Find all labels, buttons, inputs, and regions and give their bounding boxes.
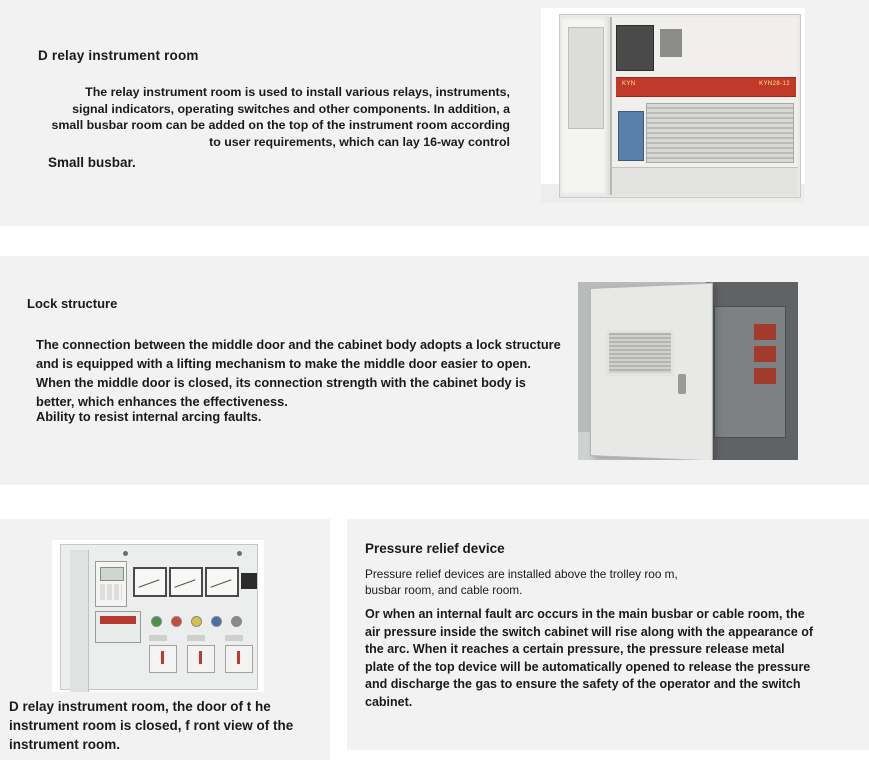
red-component-2 — [754, 346, 776, 362]
signal-indicator-row — [149, 613, 257, 629]
red-component-3 — [754, 368, 776, 384]
operating-switch-1 — [149, 645, 177, 673]
lock-structure-subtitle: Ability to resist internal arcing faults. — [36, 409, 262, 424]
indicator-lamp-green — [151, 616, 162, 627]
indicator-lamp-blue — [211, 616, 222, 627]
relay-room-title: D relay instrument room — [38, 48, 199, 63]
relay-keypad — [100, 584, 122, 600]
secondary-relay-box — [95, 611, 141, 643]
lock-structure-title: Lock structure — [27, 296, 118, 311]
ammeter-1 — [133, 567, 167, 597]
ventilation-grille — [646, 103, 794, 163]
cabinet-open-door — [562, 17, 612, 195]
indicator-lamp-grey — [231, 616, 242, 627]
pressure-relief-paragraph-2: Or when an internal fault arc occurs in the main busbar or cable room, the air pressure inside the switch cabinet will rise along with the appearance of the arc. When it reaches a certain pressure, the pressure release metal plate of the top device will be automatically opened to release the pressure and discharge the gas to ensure the safety of the operator and the switch cabinet. — [365, 607, 814, 709]
cabinet-nameplate-banner — [616, 77, 796, 97]
black-instrument — [241, 573, 257, 589]
lock-structure-paragraph: The connection between the middle door and the cabinet body adopts a lock structure and is equipped with a lifting mechanism to make the middle door easier to open. When the middle door is closed, its connection strength with the cabinet body is better, which enhances the effectiveness. — [36, 337, 561, 409]
indicator-lamp-red — [171, 616, 182, 627]
needle-icon — [138, 579, 159, 587]
door-inner-panel — [568, 27, 604, 129]
panel-body — [60, 544, 258, 690]
cabinet-body — [559, 14, 801, 198]
section-instrument-panel — [0, 519, 330, 760]
voltmeter — [205, 567, 239, 597]
banner-right-text: KYN28-12 — [759, 81, 790, 87]
ammeter-2 — [169, 567, 203, 597]
blue-component — [618, 111, 644, 161]
door-vent-panel — [606, 330, 674, 376]
lock-structure-image — [578, 282, 798, 460]
relay-room-subtitle: Small busbar. — [48, 155, 136, 170]
switch-handle-icon — [237, 651, 240, 664]
instrument-module — [660, 29, 682, 57]
door-handle — [678, 374, 686, 394]
needle-icon — [174, 579, 195, 587]
operating-switch-row — [149, 645, 257, 675]
instrument-panel-image — [52, 540, 264, 692]
section-lock-structure — [0, 256, 869, 485]
red-component-1 — [754, 324, 776, 340]
section-relay-instrument-room — [0, 0, 869, 226]
banner-left-text: KYN — [622, 81, 636, 87]
indicator-label-row — [149, 635, 257, 641]
cabinet-base — [612, 167, 798, 196]
relay-display — [100, 567, 124, 581]
switch-handle-icon — [199, 651, 202, 664]
panel-hinge-strip — [70, 550, 89, 692]
panel-screw-1 — [123, 551, 128, 556]
relay-room-paragraph: The relay instrument room is used to install various relays, instruments, signal indicators, operating switches and other components. In addition, a small busbar room can be added on the top of the instrument room according to user requirements, which can lay 16-way control — [51, 85, 510, 149]
operating-switch-2 — [187, 645, 215, 673]
operating-switch-3 — [225, 645, 253, 673]
relay-room-image — [541, 8, 805, 203]
protection-relay-device — [95, 561, 127, 607]
needle-icon — [210, 579, 231, 587]
panel-screw-2 — [237, 551, 242, 556]
pressure-relief-title: Pressure relief device — [365, 541, 505, 556]
instrument-panel-caption: D relay instrument room, the door of t he instrument room is closed, f ront view of the instrument room. — [9, 699, 294, 752]
section-pressure-relief — [347, 519, 869, 750]
pressure-relief-paragraph-1: Pressure relief devices are installed above the trolley roo m, busbar room, and cable room. — [365, 567, 678, 597]
switch-handle-icon — [161, 651, 164, 664]
relay-red-strip — [100, 616, 136, 624]
indicator-lamp-yellow — [191, 616, 202, 627]
relay-module — [616, 25, 654, 71]
